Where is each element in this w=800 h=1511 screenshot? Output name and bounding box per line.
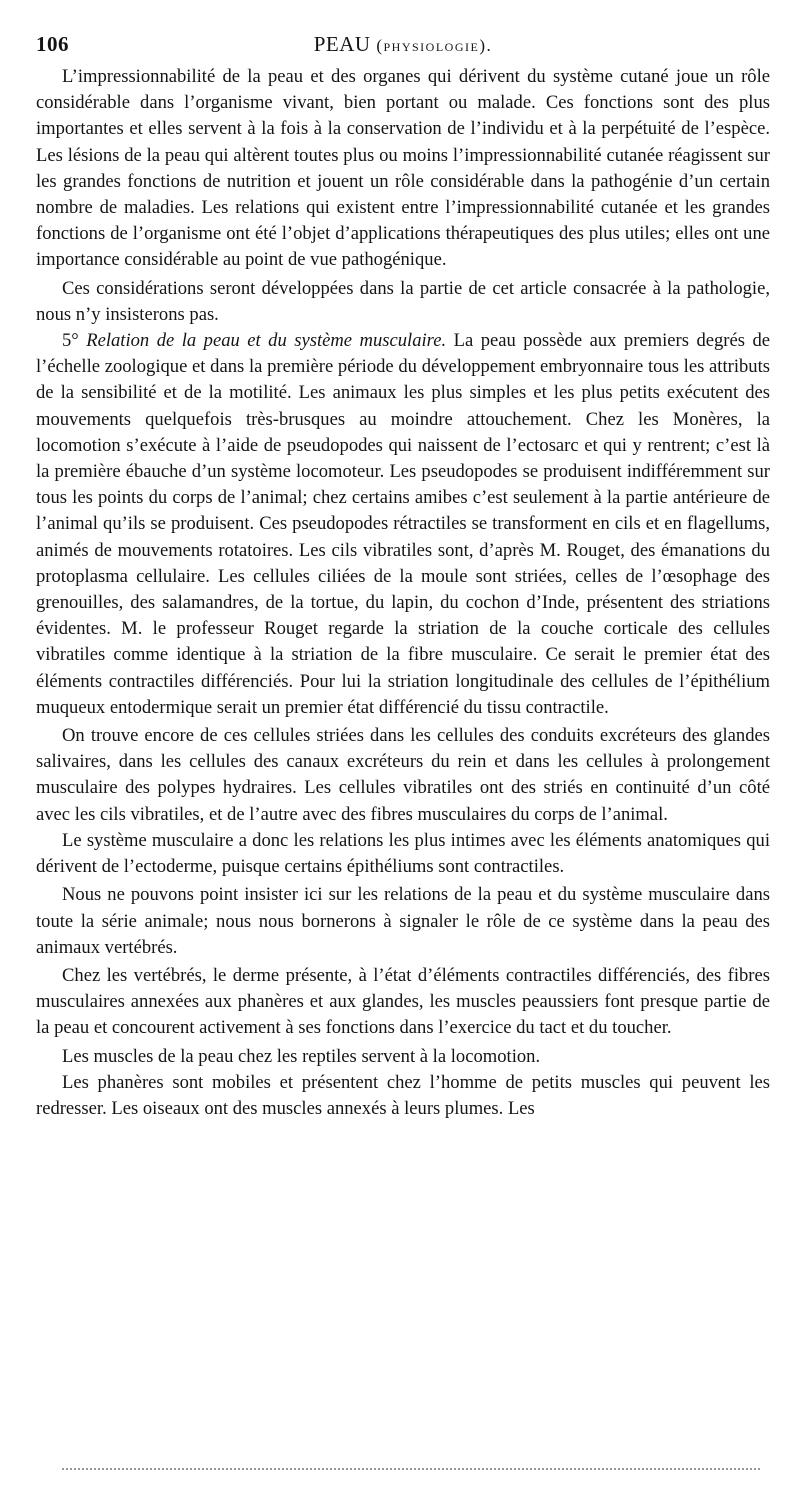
paragraph-text: L’impressionnabilité de la peau et des organes qui dérivent du système cutané joue un rôle considérable dans l’organisme vivant, bien portant ou malade. Ces fonctions sont des plus importantes et elles servent à la fois à la conservation de l’individu et à la perpétuité de l’espèce. Les lésions de la peau qui altèrent toutes plus ou moins l’impressionnabilité cutanée réagissent sur les grandes fonctions de nutrition et jouent un rôle considérable dans la pathogénie d’un certain nombre de maladies. Les relations qui existent entre l’impressionnabilité cutanée et les grandes fonctions de l’organisme ont été l’objet d’applications thérapeutiques des plus utiles; elles ont une importance considérable au point de vue pathogénique.	[36, 66, 770, 271]
footer-dotted-rule	[62, 1468, 760, 1470]
paragraph-text: On trouve encore de ces cellules striées dans les cellules des conduits excréteurs des glandes salivaires, dans les cellules des canaux excréteurs du rein et dans les cellules à prolongement musculaire des polypes hydraires. Les cellules vibratiles ont des striés en continuité d’un côté avec les cils vibratiles, et de l’autre avec des fibres musculaires du corps de l’animal.	[36, 725, 770, 825]
paragraph-text: La peau possède aux premiers degrés de l’échelle zoologique et dans la première période du développement embryonnaire tous les attributs de la sensibilité et de la motilité. Les animaux les plus simples et les plus petits exécutent des mouvements quelquefois très-brusques au moindre attouchement. Chez les Monères, la locomotion s’exécute à l’aide de pseudopodes qui naissent de l’ectosarc et qui y rentrent; c’est là la première ébauche d’un système locomoteur. Les pseudopodes se produisent indifféremment sur tous les points du corps de l’animal; chez certains amibes c’est seulement à la partie antérieure de l’animal qu’ils se produisent. Ces pseudopodes rétractiles se transforment en cils et en flagellums, animés de mouvements rotatoires. Les cils vibratiles sont, d’après M. Rouget, des émanations du protoplasma cellulaire. Les cellules ciliées de la moule sont striées, celles de l’œsophage des grenouilles, des salamandres, de la tortue, du lapin, du cochon d’Inde, présentent des striations évidentes. M. le professeur Rouget regarde la striation de la couche corticale des cellules vibratiles comme identique à la striation de la fibre musculaire. Ce serait le premier état des éléments contractiles différenciés. Pour lui la striation longitudinale des cellules de l’épithélium muqueux entodermique serait un premier état différencié du tissu contractile.	[36, 330, 771, 718]
paragraph-text: Ces considérations seront développées dans la partie de cet article consacrée à la pathologie, nous n’y insisterons pas.	[36, 277, 770, 325]
paragraph-9	[36, 1070, 770, 1122]
paragraph-text: Les phanères sont mobiles et présentent chez l’homme de petits muscles qui peuvent les redresser. Les oiseaux ont des muscles annexés à leurs plumes. Les	[36, 1071, 770, 1119]
paragraph-5	[36, 828, 770, 880]
paragraph-text: Les muscles de la peau chez les reptiles servent à la locomotion.	[62, 1045, 541, 1067]
paragraph-7	[36, 963, 770, 1042]
section-number: 5°	[62, 330, 79, 352]
paragraph-2	[36, 276, 770, 328]
running-header	[36, 28, 770, 64]
header-subtitle: (physiologie).	[376, 36, 493, 55]
paragraph-text: Chez les vertébrés, le derme présente, à l’état d’éléments contractiles différenciés, des fibres musculaires annexées aux phanères et aux glandes, les muscles peaussiers font presque partie de la peau et concourent activement à ses fonctions dans l’exercice du tact et du toucher.	[36, 964, 770, 1039]
paragraph-text: Nous ne pouvons point insister ici sur les relations de la peau et du système musculaire dans toute la série animale; nous nous bornerons à signaler le rôle de ce système dans la peau des animaux vertébrés.	[36, 884, 770, 958]
header-title: PEAU	[313, 32, 371, 56]
paragraph-4	[36, 723, 770, 828]
body-text	[36, 64, 770, 1122]
paragraph-text: Le système musculaire a donc les relations les plus intimes avec les éléments anatomiques qui dérivent de l’ectoderme, puisque certains épithéliums sont contractiles.	[36, 829, 770, 878]
page-number: 106	[36, 32, 69, 56]
paragraph-1	[36, 64, 770, 274]
paragraph-8	[36, 1044, 770, 1070]
header-title-line	[36, 32, 770, 57]
section-heading: Relation de la peau et du système musculaire.	[86, 330, 447, 352]
paragraph-6	[36, 882, 770, 961]
paragraph-3-section	[36, 328, 770, 721]
